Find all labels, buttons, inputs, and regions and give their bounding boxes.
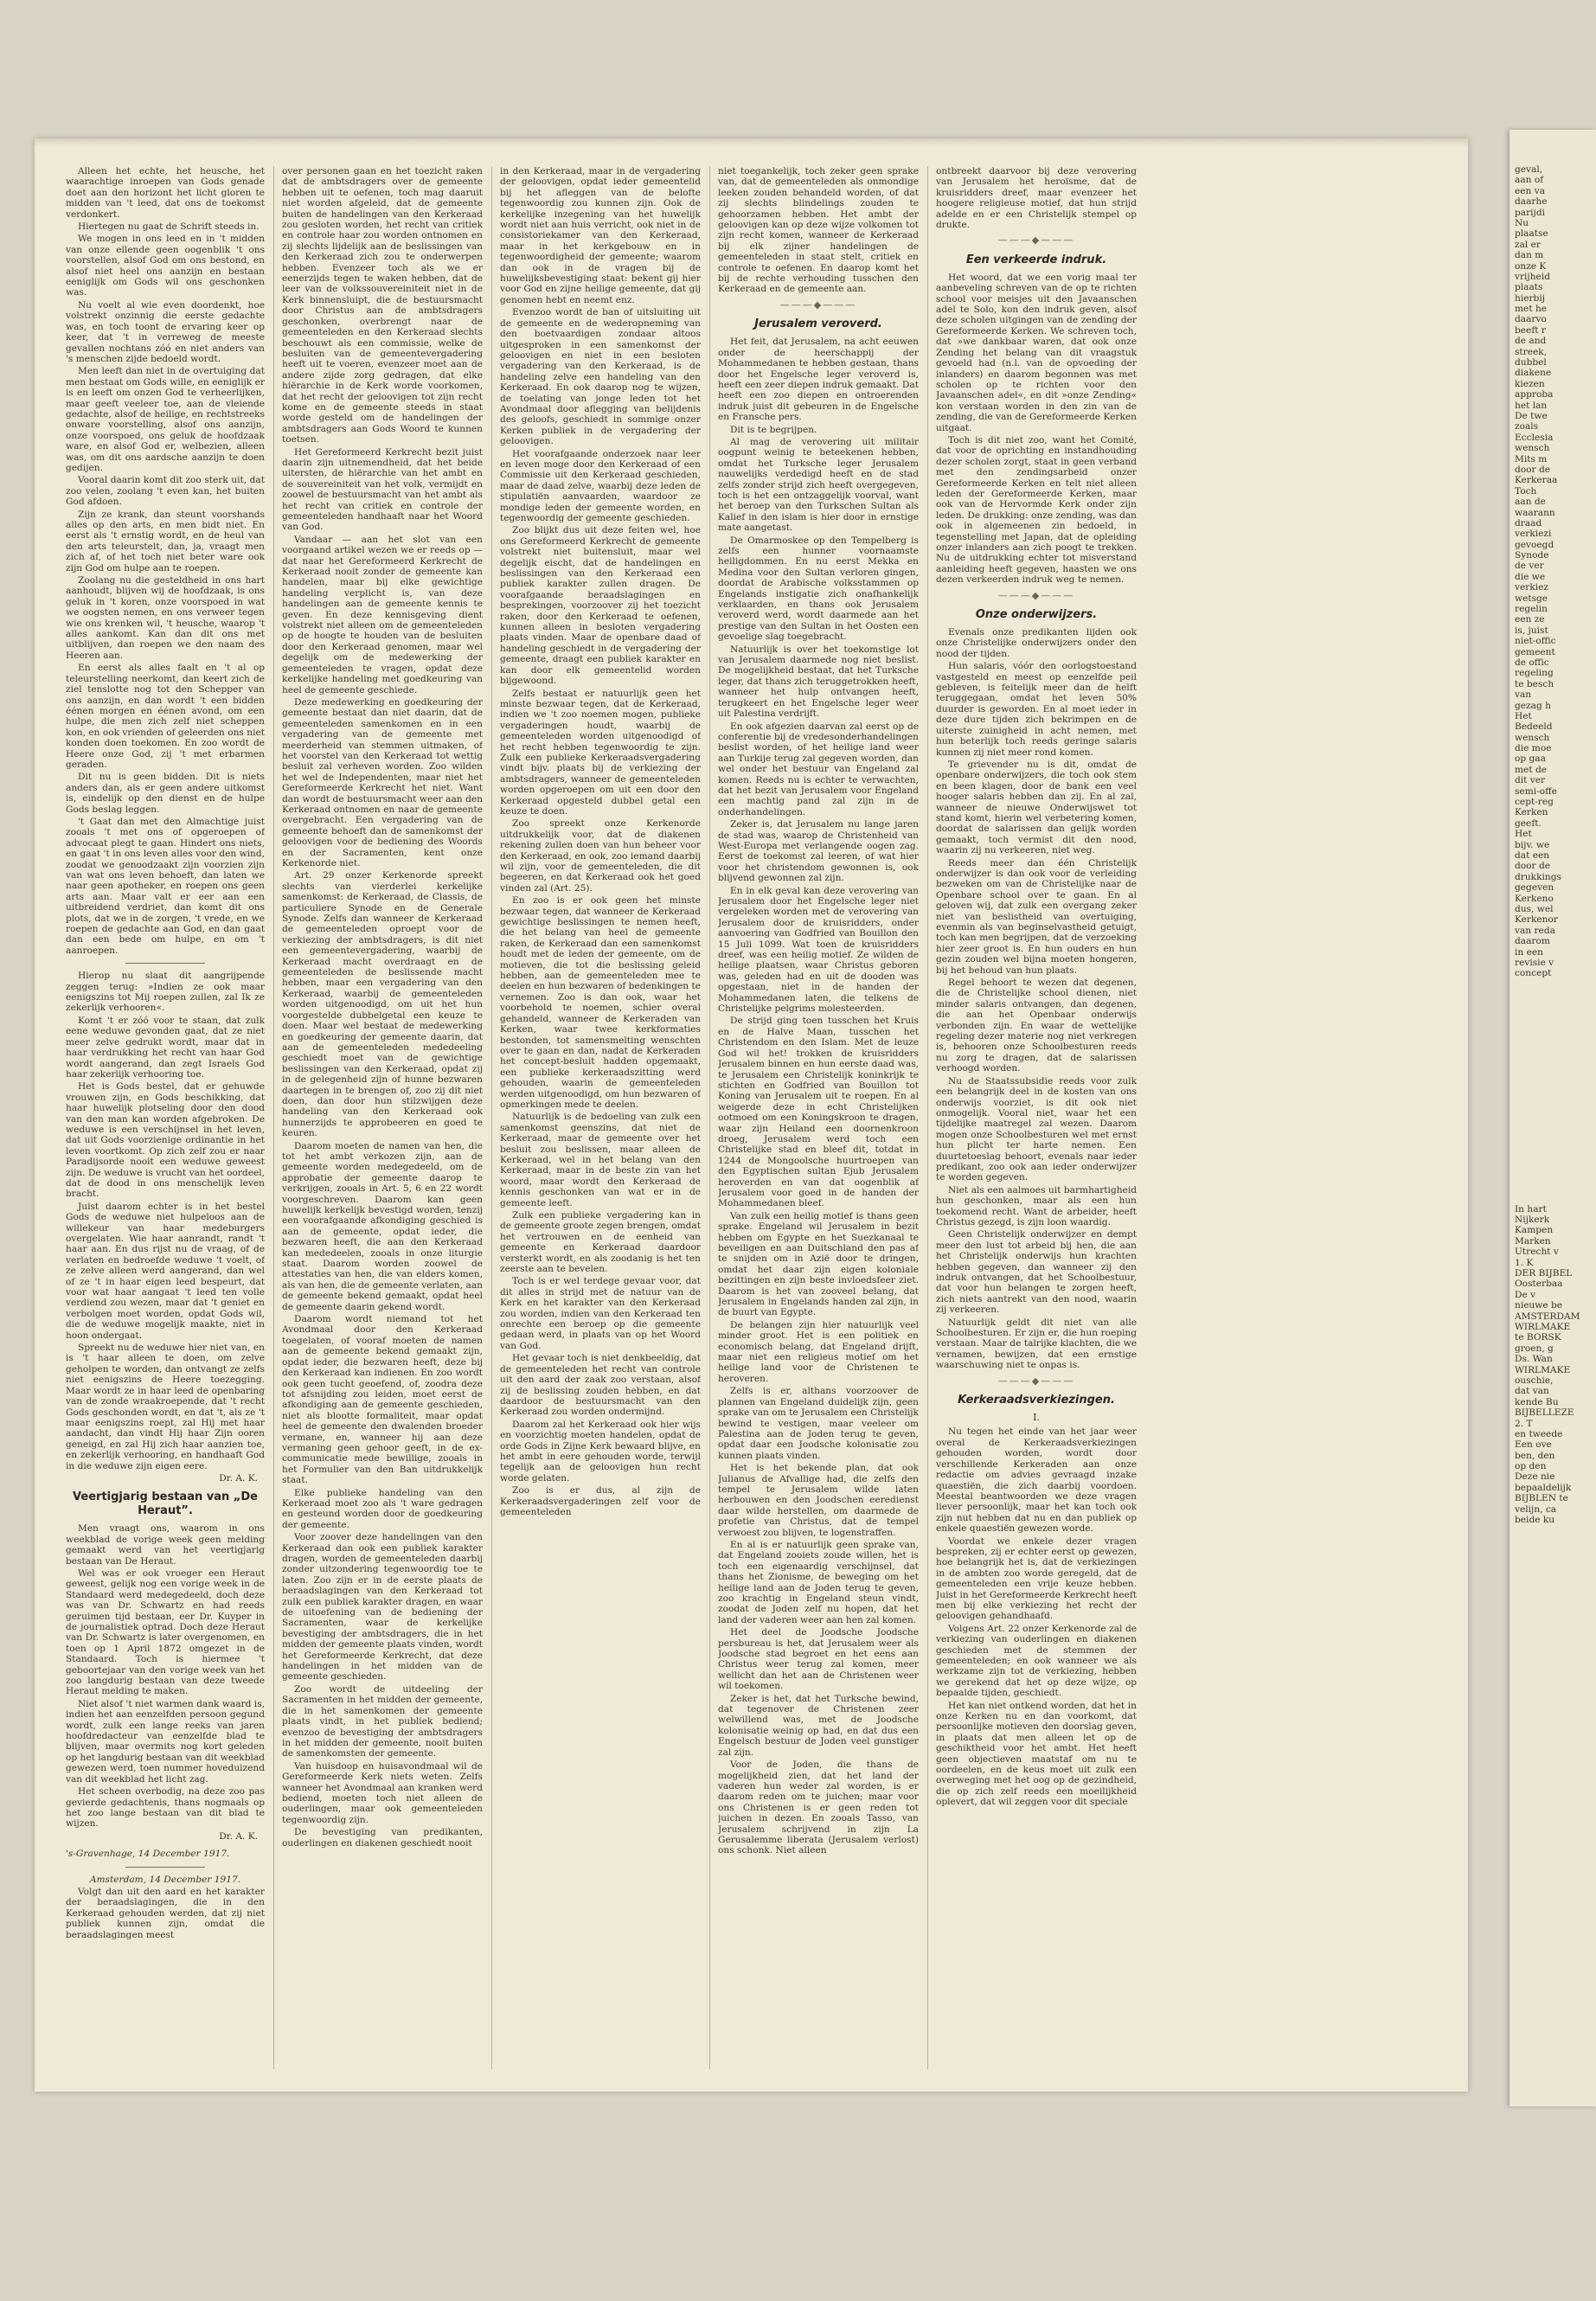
- fragment-line: met de: [1515, 764, 1547, 775]
- paragraph: Alleen het echte, het heusche, het waarachtige inroepen van Gods genade doet aan den horizont het licht gloren te midden van 't leed, dat ons de toekomst verdonkert.: [66, 166, 265, 220]
- paragraph: Het scheen overbodig, na deze zoo pas gevierde gedachtenis, thans nogmaals op het zoo lange bestaan van dit blad te wijzen.: [66, 1786, 265, 1830]
- fragment-line: dat een: [1515, 850, 1550, 861]
- fragment-line: plaats: [1515, 282, 1543, 293]
- fragment-line: Synode: [1515, 550, 1549, 561]
- fragment-line: AMSTERDAM: [1515, 1311, 1580, 1322]
- fragment-line: kende Bu: [1515, 1396, 1559, 1407]
- fragment-line: een va: [1515, 185, 1546, 196]
- fragment-line: parijdi: [1515, 207, 1546, 218]
- fragment-line: Kerkeno: [1515, 893, 1554, 904]
- fragment-line: BIJBELLEZE: [1515, 1407, 1574, 1419]
- fragment-line: de and: [1515, 336, 1547, 347]
- fragment-line: bijv. we: [1515, 839, 1550, 850]
- paragraph: En in elk geval kan deze verovering van Jerusalem door het Engelsche leger niet vergeleken worden met de verovering van Jerusalem door de kruisridders, onder aanvoering van Godfried van Bouillon den 15 Juli 1099. Wat toen de kruisridders dreef, was een heilig motief. Ze wilden de heilige plaatsen, waar Christus geboren was, geleden had en uit de dooden was opgestaan, niet in de handen der Mohammedanen laten, die telkens de Christelijke pelgrims molesteerden.: [718, 885, 919, 1015]
- column-rule: [927, 166, 928, 2069]
- fragment-line: ouschie,: [1515, 1375, 1554, 1386]
- paragraph: Volgens Art. 22 onzer Kerkenorde zal de verkiezing van ouderlingen en diakenen geschieden met de stemmen der gemeenteleden; en ook wanneer we als werkzame zijn tot de verkiezing, hebben we gerekend dat het op deze wijze, op bepaalde tijden, geschiedt.: [936, 1623, 1137, 1699]
- fragment-line: velijn, ca: [1515, 1503, 1557, 1515]
- fragment-line: Ds. Wan: [1515, 1354, 1553, 1365]
- paragraph: En eerst als alles faalt en 't al op teleurstelling neerkomt, dan keert zich de ziel tenslotte nog tot den Schepper van ons aanzijn, en dan wordt 't een bidden éénen morgen en éénen avond, om een hulpe, die men zich zelf niet scheppen kon, en ook vrienden of geleerden ons niet konden doen toekomen. En zoo wordt de Heere onze God, zij 't met erbarmen geraden.: [66, 663, 265, 770]
- fragment-line: kiezen: [1515, 378, 1545, 389]
- fragment-line: Kerkenor: [1515, 914, 1558, 926]
- paragraph: Geen Christelijk onderwijzer en dempt meer den lust tot arbeid bij hen, die aan het Christelijk onderwijs hun krachten hebben gegeven, dan wanneer zij den indruk ontvangen, dat het Schoolbestuur, dat voor hun belangen te zorgen heeft, zich niets aantrekt van den nood, waarin zij verkeeren.: [936, 1229, 1137, 1316]
- signature: Dr. A. K.: [219, 1830, 258, 1842]
- paragraph: De Omarmoskee op den Tempelberg is zelfs een hunner voornaamste heiligdommen. En nu eerst Mekka en Medina voor den Sultan verloren gingen, doordat de Arabische volksstammen op Engelands instigatie zich onafhankelijk verklaarden, en thans ook Jerusalem veroverd werd, wordt daarmede aan het prestige van den Sultan in het Oosten een gevoelige slag toegebracht.: [718, 535, 919, 643]
- fragment-line: DER BIJBEL: [1515, 1268, 1573, 1279]
- paragraph: ontbreekt daarvoor bij deze verovering van Jerusalem het heroïsme, dat de kruisridders dreef, maar evenzeer het hoogere religieuse motief, dat hun strijd adelde en er een Christelijk stempel op drukte.: [936, 166, 1137, 231]
- fragment-line: te besch: [1515, 678, 1554, 689]
- fragment-line: op gaa: [1515, 753, 1546, 765]
- fragment-line: Kerkeraa: [1515, 475, 1558, 486]
- paragraph: in den Kerkeraad, maar in de vergadering der geloovigen, opdat ieder gemeentelid bij het afleggen van de belofte tegenwoordig zou kunnen zijn. Ook de kerkelijke inzegening van het huwelijk wordt niet aan huis verricht, ook niet in de consistoriekamer van den Kerkeraad, maar in het kerkgebouw en in tegenwoordigheid der gemeente; waarom dan ook in de vragen bij de huwelijksbevestiging staat: bekent gij hier voor God en zijne heilige gemeente, dat gij genomen hebt en neemt enz.: [500, 166, 701, 305]
- paragraph: Evenzoo wordt de ban of uitsluiting uit de gemeente en de wederopneming van den boetvaardigen zondaar altoos uitgesproken in een samenkomst der geloovigen en niet in een besloten vergadering van den Kerkeraad, is de handeling zelve een handeling van den Kerkeraad. En ook daarop nog te wijzen, de toelating van jonge leden tot het Avondmaal door aflegging van belijdenis des geloofs, geschiedt in sommige onzer Kerken publiek in de vergadering der geloovigen.: [500, 307, 701, 447]
- column-2: [282, 166, 483, 2069]
- fragment-line: die we: [1515, 571, 1546, 582]
- fragment-line: bepaaldelijk: [1515, 1482, 1572, 1493]
- article-headline: Onze onderwijzers.: [975, 608, 1098, 622]
- paragraph: Hiertegen nu gaat de Schrift steeds in.: [78, 221, 260, 233]
- column-5: [936, 166, 1137, 2069]
- ornament-divider: ———◆———: [997, 234, 1075, 247]
- paragraph: Daarom wordt niemand tot het Avondmaal door den Kerkeraad toegelaten, of vooraf moeten de namen aan de gemeente bekend gemaakt zijn, opdat ieder, die bezwaren heeft, deze bij den Kerkeraad kan indienen. En zoo wordt ook geen tucht geoefend, of, zoodra deze tot afsnijding zou leiden, moet eerst de afkondiging aan de gemeente geschieden, niet als blootte formaliteit, maar opdat heel de gemeente den dwalenden broeder vermane, en, wanneer hij aan deze vermaning geen gehoor geeft, in de ex-communicatie mede bewillige, zooals in het Formulier van den Ban uitdrukkelijk staat.: [282, 1314, 483, 1486]
- paragraph: Het Gereformeerd Kerkrecht bezit juist daarin zijn uitnemendheid, dat het beide uitersten, de hiërarchie van het ambt en de souvereiniteit van het volk, vermijdt en zoowel de bestuursmacht van het ambt als het recht van critiek en controle der gemeenteleden handhaaft naar het Woord van God.: [282, 446, 483, 533]
- fragment-line: verkiez: [1515, 582, 1548, 593]
- fragment-line: gegeven: [1515, 882, 1554, 894]
- paragraph: Het is Gods bestel, dat er gehuwde vrouwen zijn, en Gods beschikking, dat haar huwelijk plotseling door den dood van den man kan worden afgebroken. De weduwe is een verschijnsel in het leven, dat uit Gods voorzienige ordinantie in het leven voortkomt. Op zich zelf zou er naar Paradijsorde nooit een weduwe geweest zijn. De weduwe is vrucht van het oordeel, dat de dood in ons menschelijk leven bracht.: [66, 1081, 265, 1200]
- ornament-divider: ———◆———: [997, 589, 1075, 601]
- fragment-line: daarom: [1515, 936, 1550, 947]
- fragment-line: dubbel: [1515, 357, 1547, 369]
- paragraph: 't Gaat dan met den Almachtige juist zooals 't met ons of opgeroepen of advocaat plegt te gaan. Hindert ons niets, en gaat 't in ons leven alles voor den wind, zoodat we genoodzaakt zijn voorzien zijn van wat ons leven behoeft, dan laten we naar geen apotheker, en roepen ons geen arts aan. Maar valt er eer aan een uitbreidend verdriet, dan komt dit ons plots, dat we in de zorgen, 't vrede, en we roepen de gedachte aan God, en dan gaat dan een bede om hulpe, en om 't aanroepen.: [66, 816, 265, 956]
- paragraph: Niet alsof 't niet warmen dank waard is, indien het aan eenzelfden persoon gegund wordt, zulk een lange reeks van jaren hoofdredacteur van eenzelfde blad te blijven, maar overmits nog kort geleden op het langdurig bestaan van dit weekblad gewezen werd, toen nummer hoveduizend van dit weekblad het licht zag.: [66, 1698, 265, 1785]
- fragment-line: Bedeeld: [1515, 721, 1553, 733]
- paragraph: Van huisdoop en huisavondmaal wil de Gereformeerde Kerk niets weten. Zelfs wanneer het Avondmaal aan kranken werd bediend, moeten toch niet alleen de ouderlingen, maar ook gemeenteleden tegenwoordig zijn.: [282, 1760, 483, 1825]
- fragment-line: De twe: [1515, 410, 1548, 421]
- column-rule: [491, 166, 492, 2069]
- paragraph: Zeker is, dat Jerusalem nu lange jaren de stad was, waarop de Christenheid van West-Europa met verlangende oogen zag. Eerst de toekomst zal leeren, of wat hier voor het christendom gewonnen is, ook blijvend gewonnen zal zijn.: [718, 819, 919, 884]
- fragment-gap: [1515, 979, 1596, 1204]
- column-3: [500, 166, 701, 2069]
- column-rule: [273, 166, 274, 2069]
- fragment-line: daarhe: [1515, 196, 1548, 208]
- fragment-line: de ver: [1515, 561, 1544, 572]
- paragraph: Niet als een aalmoes uit barmhartigheid hun geschonken, maar als een hun toekomend recht. Want de arbeider, heeft Christus gezegd, is zijn loon waardig.: [936, 1184, 1137, 1227]
- paragraph: De bevestiging van predikanten, ouderlingen en diakenen geschiedt nooit: [282, 1827, 483, 1849]
- fragment-line: draad: [1515, 517, 1542, 529]
- paragraph: Vooral daarin komt dit zoo sterk uit, dat zoo velen, zoolang 't even kan, het buiten God afdoen.: [66, 475, 265, 508]
- fragment-line: Utrecht v: [1515, 1247, 1559, 1258]
- paragraph: Juist daarom echter is in het bestel Gods de weduwe niet hulpeloos aan de willekeur van haar medeburgers overgelaten. Wie haar aanrandt, randt 't haar aan. En dus rijst nu de vraag, of de verlaten en bedroefde weduwe 't voelt, of ze zelve alleen werd aangerand, dan wel of ze 't in haar eigen leed bespeurt, dat voor wat haar aangaat 't leed ten volle verdiend zou wezen, maar dat 't geniet en verbolgen moet worden, opdat Gods wil, die de weduwe mogelijk maakte, niet in hoon ondergaat.: [66, 1201, 265, 1341]
- paragraph: Regel behoort te wezen dat degenen, die de Christelijke school dienen, niet minder salaris ontvangen, dan degenen, die aan het Openbaar onderwijs verbonden zijn. En waar de wettelijke regeling dezer materie nog niet verkregen is, behooren onze Schoolbesturen reeds nu zorg te dragen, dat de salarissen verhoogd worden.: [936, 977, 1137, 1074]
- fragment-line: Ecclesia: [1515, 432, 1554, 443]
- paragraph: Natuurlijk is de bedoeling van zulk een samenkomst geenszins, dat niet de Kerkeraad, maar de gemeente over het besluit zou beslissen, maar alleen de Kerkeraad, wel in het belang van den Kerkeraad, maar in de beste zin van het woord, maar wordt den Kerkeraad de kennis geschonken van wat er in de gemeente leeft.: [500, 1112, 701, 1208]
- paragraph: En al is er natuurlijk geen sprake van, dat Engeland zooiets zoude willen, het is toch een eigenaardig verschijnsel, dat thans het Zionisme, de beweging om het heilige land aan de Joden terug te geven, zoo krachtig in Engeland steun vindt, zoodat de Joden zelf nu hopen, dat het land der vaderen weer aan hen zal komen.: [718, 1539, 919, 1625]
- fragment-line: ben, den: [1515, 1450, 1555, 1461]
- paragraph: Het voorafgaande onderzoek naar leer en leven moge door den Kerkeraad of een Commissie uit den Kerkeraad geschieden, maar de daad zelve, waarbij deze leden de stipulatiën aanvaarden, waardoor ze mondige leden der gemeente worden, en tegenwoordig der gemeente geschieden.: [500, 448, 701, 523]
- fragment-line: approba: [1515, 389, 1554, 401]
- fragment-line: diakene: [1515, 368, 1552, 379]
- section-number: I.: [1033, 1412, 1040, 1424]
- paragraph: Voor de Joden, die thans de mogelijkheid zien, dat het land der vaderen hun weder zal worden, is er daarom reden om te juichen; maar voor ons Christenen is er geen reden tot juichen in dezen. En zooals Tasso, van Jerusalem schrijvend in zijn La Gerusalemme liberata (Jerusalem verlost) ons schonk. Niet alleen: [718, 1759, 919, 1856]
- fragment-line: Nu: [1515, 217, 1529, 228]
- article-headline: Een verkeerde indruk.: [965, 253, 1107, 266]
- divider: [125, 963, 205, 964]
- fragment-line: gevoegd: [1515, 539, 1554, 550]
- fragment-line: Kampen: [1515, 1225, 1554, 1236]
- paragraph: Zoo spreekt onze Kerkenorde uitdrukkelijk voor, dat de diakenen rekening zullen doen van hun beheer voor den Kerkeraad, en ook, zoo iemand daarbij wil zijn, voor de gemeenteleden, die dit begeeren, en dat Kerkeraad ook het goed vinden zal (Art. 25).: [500, 818, 701, 894]
- paragraph: Reeds meer dan één Christelijk onderwijzer is dan ook voor de verleiding bezweken om van de Christelijke naar de Openbare school over te gaan. En al geloven wij, dat zulk een overgang zeker niet van beslistheid van overtuiging, evenmin als van beginselvastheid getuigt, toch kan men begrijpen, dat de verzoeking hier zeer groot is. En hun ouders en hun gezin zouden wel bijna moeten hongeren, bij het behoud van hun plaats.: [936, 857, 1137, 976]
- article-headline: Kerkeraadsverkiezingen.: [958, 1394, 1115, 1407]
- paragraph: Al mag de verovering uit militair oogpunt weinig te beteekenen hebben, omdat het Turksche leger Jerusalem nauwelijks verdedigd heeft en de stad zelfs zonder strijd zich heeft overgegeven, toch is het een ontzaggelijk voorval, want het beroep van den Turkschen Sultan als Kalief in den islam is hier door in ernstige mate aangetast.: [718, 436, 919, 534]
- fragment-line: in een: [1515, 946, 1543, 958]
- fragment-line: het lan: [1515, 400, 1548, 411]
- fragment-line: Kerken: [1515, 807, 1548, 818]
- fragment-line: de offic: [1515, 657, 1549, 668]
- fragment-line: beeft r: [1515, 324, 1546, 336]
- fragment-line: wetsge: [1515, 593, 1548, 604]
- fragment-line: groen, g: [1515, 1343, 1554, 1354]
- column-rule: [709, 166, 710, 2069]
- paragraph: Nu de Staatssubsidie reeds voor zulk een belangrijk deel in de kosten van ons onderwijs voorziet, is dit ook niet onmogelijk. Vooral niet, waar het een tijdelijke maatregel zal wezen. Daarom mogen onze Schoolbesturen wel met ernst hun plicht ter harte nemen. Een duurtetoeslag behoort, evenals naar ieder predikant, zoo ook aan ieder onderwijzer te worden gegeven.: [936, 1075, 1137, 1183]
- paragraph: Het is het bekende plan, dat ook Julianus de Afvallige had, die zelfs den tempel te Jerusalem wilde laten herbouwen en den Joodschen eeredienst daar wilde herstellen, om daarmede de profetie van Christus, dat de tempel verwoest zou blijven, te logenstraffen.: [718, 1463, 919, 1538]
- fragment-line: Een ove: [1515, 1439, 1552, 1451]
- fragment-line: zoals: [1515, 421, 1539, 433]
- article-headline: Jerusalem veroverd.: [754, 317, 882, 331]
- fragment-line: geval,: [1515, 164, 1543, 175]
- paragraph: Zelfs is er, althans voorzoover de plannen van Engeland duidelijk zijn, geen sprake van om te Jerusalem een Christelijk bewind te vestigen, maar veeleer om Palestina aan de Joden terug te geven, opdat daar een Joodsche kolonisatie zou kunnen plaats vinden.: [718, 1386, 919, 1461]
- paragraph: Het kan niet ontkend worden, dat het in onze Kerken nu en dan voorkomt, dat persoonlijke motieven den doorslag geven, in plaats dat men alleen let op de geschiktheid voor het ambt. Het heeft geen objectieven maatstaf om nu te oordeelen, en de keus moet uit zulk een overweging met het oog op de gezindheid, die op zich zelf reeds een moeilijkheid oplevert, dat wil zeggen voor dit speciale: [936, 1700, 1137, 1808]
- paragraph: Volgt dan uit den aard en het karakter der beraadslagingen, die in den Kerkeraad gehouden werden, dat zij niet publiek kunnen zijn, omdat die beraadslagingen meest: [66, 1886, 265, 1940]
- fragment-line: WIRLMAKE: [1515, 1364, 1571, 1375]
- paragraph: Zijn ze krank, dan steunt voorshands alles op den arts, en men bidt niet. En eerst als 't ernstig wordt, en de heul van den arts teleurstelt, dan, ja, vraagt men zich af, of het toch niet beter ware ook zijn God om hulpe aan te roepen.: [66, 509, 265, 574]
- fragment-line: semi-offe: [1515, 785, 1557, 797]
- column-1: [66, 166, 265, 2069]
- fragment-line: is, juist: [1515, 625, 1548, 636]
- fragment-line: vrijheid: [1515, 271, 1550, 282]
- fragment-line: op den: [1515, 1461, 1547, 1472]
- fragment-line: concept: [1515, 968, 1552, 979]
- fragment-line: door de: [1515, 861, 1551, 872]
- paragraph: We mogen in ons leed en in 't midden van onze ellende geen oogenblik 't ons voorstellen, alsof God om ons bestond, en alsof niet heel ons aanzijn en bestaan eeniglijk om Gods wil ons geschonken was.: [66, 234, 265, 298]
- fragment-line: zal er: [1515, 239, 1541, 250]
- fragment-line: beide ku: [1515, 1515, 1555, 1526]
- ornament-divider: ———◆———: [779, 298, 857, 311]
- fragment-line: te BORSK: [1515, 1332, 1561, 1343]
- fragment-line: plaatse: [1515, 228, 1548, 240]
- paragraph: Art. 29 onzer Kerkenorde spreekt slechts van vierderlei kerkelijke samenkomst: de Kerkeraad, de Classis, de particuliere Synode en de Generale Synode. Zelfs dan wanneer de Kerkeraad de gemeenteleden oproept voor de verkiezing der ambtsdragers, is dit niet een gemeentevergadering, waarbij de Kerkeraad macht overdraagt en de gemeenteleden de beslissende macht hebben, maar een vergadering van den Kerkeraad, waarbij de gemeenteleden worden uitgenoodigd, om uit het hun voorgestelde dubbelgetal een keuze te doen. Maar wel bestaat de medewerking en goedkeuring der gemeente daarin, dat aan de gemeenteleden mededeeling geschiedt moet van de gewichtige beslissingen van den Kerkeraad, opdat zij in de gelegenheid zijn of hunne bezwaren daartegen in te brengen of, zoo zij dit niet doen, dan door hun stilzwijgen deze handeling van den Kerkeraad ook hunnerzijds te approbeeren en goed te keuren.: [282, 870, 483, 1139]
- fragment-line: nieuwe be: [1515, 1300, 1563, 1311]
- fragment-line: Marken: [1515, 1235, 1551, 1247]
- fragment-line: De v: [1515, 1289, 1536, 1300]
- dateline: 's-Gravenhage, 14 December 1917.: [66, 1849, 230, 1860]
- paragraph: Zeker is het, dat het Turksche bewind, dat tegenover de Christenen zeer welwillend was, met de Joodsche kolonisatie weinig op had, en dat dus een Engelsch bestuur de Joden veel gunstiger zal zijn.: [718, 1693, 919, 1758]
- fragment-line: aan de: [1515, 497, 1546, 508]
- paragraph: De strijd ging toen tusschen het Kruis en de Halve Maan, tusschen het Christendom en den Islam. Met de leuze God wil het! trokken de kruisridders Jerusalem binnen en hun eerste daad was, te Jerusalem een Christelijk koninkrijk te stichten en Godfried van Bouillon tot Koning van Jerusalem uit te roepen. En al weigerde deze in echt Christelijken ootmoed om een Koningskroon te dragen, waar zijn Heiland een doornenkroon droeg, Jerusalem werd toch een Christelijke stad en bleef dit, totdat in 1244 de Mongoolsche huurtroepen van den Egyptischen sultan Ejub Jerusalem heroverden en van dat oogenblik af Jerusalem voor goed in de handen der Mohammedanen bleef.: [718, 1016, 919, 1209]
- paragraph: Zoolang nu die gesteldheid in ons hart aanhoudt, blijven wij de hoofdzaak, is ons geluk in 't koren, onze voorspoed in wat we oogsten nemen, en ons verweer tegen wie ons krenken wil, 't heusche, waarop 't alles aankomt. Kan dan dit ons met uitblijven, dan roepen we den naam des Heeren aan.: [66, 575, 265, 661]
- adjacent-page-text: [1515, 164, 1596, 1525]
- fragment-line: en tweede: [1515, 1428, 1563, 1439]
- paragraph: Van zulk een heilig motief is thans geen sprake. Engeland wil Jerusalem in bezit hebben om Egypte en het Suezkanaal te beveiligen en aan Duitschland den pas af te snijden om in Azië door te dringen, omdat het daar zijn eigen koloniale bezittingen en zijn beste invloedsfeer ziet. Daarom is het van zooveel belang, dat Jerusalem in Engelands handen zal zijn, in de buurt van Egypte.: [718, 1210, 919, 1318]
- fragment-line: wensch: [1515, 443, 1550, 454]
- fragment-line: Het: [1515, 710, 1532, 721]
- signature: Dr. A. K.: [219, 1472, 258, 1484]
- fragment-line: regelin: [1515, 604, 1548, 615]
- paragraph: Deze medewerking en goedkeuring der gemeente bestaat dan niet daarin, dat de gemeenteleden samenkomen en in een vergadering van de gemeente met meerderheid van stemmen uitmaken, of het voorstel van den Kerkeraad tot wettig besluit zal verheven worden. Zoo wilden het wel de Independenten, maar niet het Gereformeerde Kerkrecht het niet. Want dan wordt de bestuursmacht weer aan den Kerkeraad ontnomen en naar de gemeente overgebracht. Een vergadering van de gemeente behoeft dan de samenkomst der geloovigen voor de bediening des Woords en der Sacramenten, kent onze Kerkenorde niet.: [282, 696, 483, 868]
- paragraph: Elke publieke handeling van den Kerkeraad moet zoo als 't ware gedragen en gesteund worden door de goedkeuring der gemeente.: [282, 1487, 483, 1530]
- fragment-line: die moe: [1515, 743, 1552, 754]
- fragment-line: een ze: [1515, 614, 1545, 625]
- paragraph: Komt 't er zóó voor te staan, dat zulk eene weduwe gevonden gaat, dat ze niet meer zelve gedrukt wordt, maar dat in haar verdrukking het recht van haar God wordt aangerand, dan zegt Israels God haar zekerlijk verhooring toe.: [66, 1015, 265, 1080]
- paragraph: Toch is dit niet zoo, want het Comité, dat voor de oprichting en instandhouding dezer scholen zorgt, staat in geen verband met den zendingsarbeid onzer Gereformeerde Kerken en telt niet alleen leden der Gereformeerde Kerken, maar ook van de Hervormde Kerk onder zijn leden. De drukking: onze zending, was dan ook in algemeenen zin bedoeld, in tegenstelling met Japan, dat de opleiding onzer inlanders aan zich poogt te trekken. Nu de uitdrukking echter tot misverstand aanleiding heeft gegeven, haasten we ons dezen verkeerden indruk weg te nemen.: [936, 434, 1137, 586]
- fragment-line: Mits m: [1515, 453, 1548, 465]
- paragraph: Men vraagt ons, waarom in ons weekblad de vorige week geen melding gemaakt werd van het veertigjarig bestaan van De Heraut.: [66, 1523, 265, 1567]
- fragment-line: van: [1515, 689, 1532, 701]
- fragment-line: gezag h: [1515, 700, 1551, 711]
- paragraph: Wel was er ook vroeger een Heraut geweest, gelijk nog een vorige week in de Standaard werd medegedeeld, doch deze was van Dr. Schwartz en had reeds geruimen tijd bestaan, eer Dr. Kuyper in de journalistiek optrad. Doch deze Heraut van Dr. Schwartz is later overgenomen, en toen op 1 April 1872 omgezet in de Standaard. Toch is hiermee 't geboortejaar van den vorige week van het zoo langdurig bestaan van deze tweede Heraut melding te maken.: [66, 1567, 265, 1697]
- paragraph: Vandaar — aan het slot van een voorgaand artikel wezen we er reeds op — dat naar het Gereformeerd Kerkrecht de Kerkeraad nooit zonder de gemeente kan handelen, maar bij elke gewichtige handeling verplicht is, van deze handelingen aan de gemeente kennis te geven. En deze kennisgeving dient volstrekt niet alleen om de gemeenteleden op de hoogte te houden van de besluiten door den Kerkeraad genomen, maar wel degelijk om de medewerking der gemeenteleden te vragen, opdat deze kerkelijke handeling met goedkeuring van heel de gemeente geschiede.: [282, 534, 483, 695]
- fragment-line: door de: [1515, 464, 1551, 475]
- paragraph: Hun salaris, vóór den oorlogstoestand vastgesteld en meest op eenzelfde peil gebleven, is feitelijk meer dan de helft teruggegaan, omdat het leven 50% duurder is geworden. En al moet ieder in deze dure tijden zich bekrimpen en de uiterste zuinigheid in acht nemen, met hun beterlijk toch reeds geringe salaris kunnen zij niet meer rond komen.: [936, 661, 1137, 758]
- fragment-line: Nijkerk: [1515, 1215, 1550, 1226]
- fragment-line: WIRLMAKE: [1515, 1321, 1571, 1332]
- divider: [125, 1867, 205, 1868]
- paragraph: Dit nu is geen bidden. Dit is niets anders dan, als er geen andere uitkomst is, eindelijk op den dienst en de hulpe Gods beslag leggen.: [66, 772, 265, 815]
- fragment-line: dit ver: [1515, 775, 1546, 786]
- paragraph: De belangen zijn hier natuurlijk veel minder groot. Het is een politiek en economisch belang, dat Engeland drijft, maar niet een religieus motief om het heilige land voor de Christenen te heroveren.: [718, 1319, 919, 1384]
- paragraph: Zelfs bestaat er natuurlijk geen het minste bezwaar tegen, dat de Kerkeraad, indien we 't zoo noemen mogen, publieke vergaderingen houdt, waarbij de gemeenteleden worden uitgenoodigd of het recht hebben tegenwoordig te zijn. Zulk een publieke Kerkeraadsvergadering vindt bijv. plaats bij de verkiezing der ambtsdragers, wanneer de gemeenteleden worden opgeroepen om uit een door den Kerkeraad opgesteld dubbel getal een keuze te doen.: [500, 688, 701, 817]
- paragraph: Voor zoover deze handelingen van den Kerkeraad dan ook een publiek karakter dragen, worden de gemeenteleden daarbij zonder uitzondering tegenwoordig toe te laten. Zoo zijn er in de eerste plaats de beraadslagingen van den Kerkeraad tot zulk een publiek karakter dragen, en waar de uitoefening van de bediening der Sacramenten, waar de kerkelijke bevestiging der ambtsdragers, die in het midden der gemeente plaats vinden, wordt het Gereformeerde Kerkrecht, dat deze handelingen in het midden van de gemeente geschieden.: [282, 1532, 483, 1682]
- paragraph: niet toegankelijk, toch zeker geen sprake van, dat de gemeenteleden als onmondige leeken zouden behandeld worden, of dat zij slechts blindelings zouden te gehoorzamen hebben. Het ambt der geloovigen kan op deze wijze volkomen tot zijn recht komen, wanneer de Kerkeraad bij elk zijner handelingen de gemeenteleden in staat stelt, critiek en controle te oefenen. En daarop komt het bij de rechte verhouding tusschen den Kerkeraad en de gemeente aan.: [718, 166, 919, 295]
- paragraph: Zoo is er dus, al zijn de Kerkeraadsvergaderingen zelf voor de gemeenteleden: [500, 1485, 701, 1517]
- paragraph: Daarom moeten de namen van hen, die tot het ambt verkozen zijn, aan de gemeente worden medegedeeld, om de approbatie der gemeente daarop te verkrijgen, zooals in Art. 5, 6 en 22 wordt voorgeschreven. Daarom kan geen huwelijk kerkelijk bevestigd worden, tenzij een voorafgaande afkondiging geschied is aan de gemeente, opdat ieder, die bezwaren heeft, die aan den Kerkeraad kan mededeelen, zooals in onze liturgie staat. Daarom worden zoowel de attestaties van hen, die van elders komen, als van hen, die de gemeente verlaten, aan de gemeente bekend gemaakt, opdat heel de gemeente daarin gekend wordt.: [282, 1140, 483, 1312]
- paragraph: Zoo wordt de uitdeeling der Sacramenten in het midden der gemeente, die in het samenkomen der gemeente plaats vindt, in het publiek bediend; evenzoo de bevestiging der ambtsdragers in het midden der gemeente, nooit buiten de samenkomsten der gemeente.: [282, 1683, 483, 1759]
- paragraph: Nu tegen het einde van het jaar weer overal de Kerkeraadsverkiezingen gehouden worden, wordt door verschillende Kerkeraden aan onze redactie om advies gevraagd inzake quaestiën, die zich daarbij voordoen. Meestal beantwoorden we deze vragen liever persoonlijk, maar het kan toch ook zijn nut hebben dat nu en dan publiek op enkele quaestiën gewezen worde.: [936, 1426, 1137, 1535]
- paragraph: Te grievender nu is dit, omdat de openbare onderwijzers, die toch ook stem en been klagen, door de bank een veel hooger salaris hebben dan zij. En al zal, wanneer de nieuwe Onderwijswet tot stand komt, hierin wel verbetering komen, doordat de salarissen dan gelijk worden gemaakt, toch vermist dit den nood, waarin zij nu verkeeren, niet weg.: [936, 759, 1137, 856]
- fragment-line: aan of: [1515, 175, 1544, 186]
- paragraph: Zulk een publieke vergadering kan in de gemeente groote zegen brengen, omdat het vertrouwen en de eenheid van gemeente en Kerkeraad daardoor versterkt wordt, en als zoodanig is het ten zeerste aan te bevelen.: [500, 1210, 701, 1275]
- paragraph: Voordat we enkele dezer vragen bespreken, zij er echter eerst op gewezen, hoe belangrijk het is, dat de verkiezingen in de ambten zoo worde geregeld, dat de gemeenteleden een vrije keuze hebben. Juist in het Gereformeerde Kerkrecht heeft men bij elke verkiezing het recht der geloovigen gehandhaafd.: [936, 1535, 1137, 1622]
- fragment-line: wensch: [1515, 732, 1550, 743]
- ornament-divider: ———◆———: [997, 1375, 1075, 1387]
- fragment-line: BIJBLEN te: [1515, 1493, 1568, 1504]
- paragraph: Het deel de Joodsche Joodsche persbureau is het, dat Jerusalem weer als Joodsche stad begroet en het eens aan Christus weer terug zal komen, meer wellicht dan het aan de Christenen weer wil toekomen.: [718, 1627, 919, 1692]
- fragment-line: In hart: [1515, 1203, 1547, 1215]
- fragment-line: daarvo: [1515, 314, 1547, 325]
- paragraph: Dit is te begrijpen.: [730, 424, 817, 435]
- paragraph: Men leeft dan niet in de overtuiging dat men bestaat om Gods wille, en eeniglijk er is en leeft om onzen God te verheerlijken, maar geeft veeleer toe, aan de vleiende gedachte, alsof de heilige, en rechtstreeks onware voorstelling, alsof ons aanzijn, onze voorspoed, ons geluk de hoofdzaak ware, en alsof God er, welbezien, alleen was, om dit ons aardsche aanzijn te doen gedijen.: [66, 366, 265, 473]
- fragment-line: geeft.: [1515, 817, 1542, 829]
- adjacent-page-fragment: [1509, 130, 1596, 2106]
- paragraph: Natuurlijk is over het toekomstige lot van Jerusalem daarmede nog niet beslist. De mogelijkheid bestaat, dat het Turksche leger, dat thans zich teruggetrokken heeft, wanneer het hulp ontvangen heeft, terugkeert en het Engelsche leger weer uit Palestina verdrijft.: [718, 644, 919, 720]
- fragment-line: regeling: [1515, 668, 1554, 679]
- fragment-line: met he: [1515, 304, 1548, 315]
- article-headline: Veertigjarig bestaan van „De Heraut”.: [73, 1490, 258, 1518]
- fragment-line: Toch: [1515, 485, 1537, 497]
- fragment-line: dan m: [1515, 250, 1544, 261]
- paragraph: Daarom zal het Kerkeraad ook hier wijs en voorzichtig moeten handelen, opdat de orde Gods in Zijne Kerk bewaard blijve, en het ambt in eere gehouden worde, terwijl tegelijk aan de geloovigen hun recht worde gelaten.: [500, 1419, 701, 1484]
- paragraph: En zoo is er ook geen het minste bezwaar tegen, dat wanneer de Kerkeraad gewichtige beslissingen te nemen heeft, die het belang van heel de gemeente raken, de Kerkeraad dan een samenkomst houdt met de leden der gemeente, om de motieven, die tot die beslissing geleid hebben, aan de gemeenteleden mee te deelen en hun bezwaren of bedenkingen te vernemen. Zoo is dan ook, waar het voorbehold te noemen, schier overal gehandeld, wanneer de Kerkeraden van Kerken, waar twee kerkformaties bestonden, tot samensmelting wenschten over te gaan en dan, nadat de Kerkeraden het concept-besluit hadden opgemaakt, een publieke kerkeraadszitting werd gehouden, waarin de gemeenteleden werden uitgenoodigd, om hun bezwaren of opmerkingen mede te deelen.: [500, 895, 701, 1110]
- fragment-line: Oosterbaa: [1515, 1279, 1563, 1290]
- paragraph: Het feit, dat Jerusalem, na acht eeuwen onder de heerschappij der Mohammedanen te hebben gestaan, thans door het Engelsche leger veroverd is, heeft een zeer diepen indruk gemaakt. Dat heeft een zoo diepen en ontroerenden indruk juist dit gebeuren in de Engelsche en Fransche pers.: [718, 336, 919, 423]
- column-4: [718, 166, 919, 2069]
- fragment-line: waarann: [1515, 507, 1555, 518]
- dateline: Amsterdam, 14 December 1917.: [89, 1874, 241, 1885]
- paragraph: Het woord, dat we een vorig maal ter aanbeveling schreven van de op te richten school voor meisjes uit den Javaanschen adel te Solo, kon den indruk geven, alsof deze scholen uitgingen van de zending der Gereformeerde Kerken. We schreven toch, dat »we dankbaar waren, dat ook onze Zending het belang van dit vraagstuk gevoeld had (n.l. van de opvoeding der inlanders) en daarom begonnen was met scholen op te richten voor den Javaanschen adel«, en dit »onze Zending« kon verstaan worden in den zin van de zending, die van de Gereformeerde Kerken uitgaat.: [936, 272, 1137, 433]
- fragment-line: niet-offic: [1515, 636, 1556, 647]
- fragment-line: Deze nie: [1515, 1471, 1555, 1483]
- paragraph: Het gevaar toch is niet denkbeeldig, dat de gemeenteleden het recht van controle uit den aard der zaak zoo verstaan, alsof zij de beslissing zouden hebben, en dat daardoor de bestuursmacht van den Kerkeraad zou worden ondermijnd.: [500, 1353, 701, 1418]
- paragraph: Hierop nu slaat dit aangrijpende zeggen terug: »Indien ze ook maar eenigszins tot Mij roepen zullen, zal Ik ze zekerlijk verhooren«.: [66, 971, 265, 1014]
- fragment-line: cept-reg: [1515, 797, 1554, 808]
- fragment-line: 1. K: [1515, 1257, 1534, 1268]
- paragraph: En ook afgezien daarvan zal eerst op de conferentie bij de vredesonderhandelingen beslist worden, of het heilige land weer aan Turkije terug zal gegeven worden, dan wel onder het bestuur van Engeland zal komen. Reeds nu is echter te verwachten, dat het bezit van Jerusalem voor Engeland een machtig pand zal zijn in de onderhandelingen.: [718, 721, 919, 817]
- fragment-line: dat van: [1515, 1386, 1549, 1397]
- fragment-line: van reda: [1515, 925, 1555, 936]
- newspaper-page: [35, 138, 1468, 2092]
- paragraph: Nu voelt al wie even doordenkt, hoe volstrekt onzinnig die eerste gedachte was, en toch toont de ervaring keer op keer, dat 't in verreweg de meeste gevallen nochtans zóó en niet anders van 's menschen zijde bedoeld wordt.: [66, 299, 265, 364]
- fragment-line: onze K: [1515, 260, 1547, 272]
- fragment-line: drukkings: [1515, 871, 1561, 882]
- paragraph: Toch is er wel terdege gevaar voor, dat dit alles in strijd met de natuur van de Kerk en het karakter van den Kerkeraad zou worden, indien van den Kerkeraad ten onrechte een beroep op die gemeente gedaan werd, in plaats van op het Woord van God.: [500, 1276, 701, 1351]
- paragraph: Zoo blijkt dus uit deze feiten wel, hoe ons Gereformeerd Kerkrecht de gemeente volstrekt niet buitensluit, maar wel degelijk eischt, dat de handelingen en beslissingen van den Kerkeraad een publiek karakter zullen dragen. De voorafgaande beraadslagingen en besprekingen, voorzoover zij het toezicht raken, door den Kerkeraad te oefenen, kunnen alleen in besloten vergadering plaats vinden. Maar de openbare daad of handeling geschiedt in de vergadering der gemeente, draagt een publiek karakter en kan door elk gemeentelid worden bijgewoond.: [500, 525, 701, 687]
- fragment-line: revisie v: [1515, 957, 1554, 968]
- fragment-line: dus, wel: [1515, 903, 1554, 914]
- paragraph: Evenals onze predikanten lijden ook onze Christelijke onderwijzers onder den nood der tijden.: [936, 627, 1137, 659]
- fragment-line: gemeent: [1515, 646, 1555, 657]
- fragment-line: Het: [1515, 829, 1532, 840]
- paragraph: Spreekt nu de weduwe hier niet van, en is 't haar alleen te doen, om zelve geholpen te worden, dan ontvangt ze zelfs niet eenigszins de Heere toezegging. Maar wordt ze in haar leed de openbaring van de zonde wraakroepende, dat 't recht Gods geschonden wordt, en dat 't, als ze 't maar eenigszins roept, zal Hij met haar aandacht, dan vindt Hij haar Zijn ooren geneigd, en zal Hij zich haar aanzien toe, en zekerlijk verhooring, en handhaaft God in die weduwe zijn eigen eere.: [66, 1343, 265, 1471]
- paragraph: over personen gaan en het toezicht raken dat de ambtsdragers over de gemeente hebben uit te oefenen, toch mag daaruit niet worden afgeleid, dat de gemeente buiten de handelingen van den Kerkeraad zou gesloten worden, het recht van critiek en controle haar zou worden ontnomen en zij slechts lijdelijk aan de beslissingen van den Kerkeraad zich zou te onderwerpen hebben. Evenzeer toch als we er eenerzijds tegen te waken hebben, dat de leer van de volkssouvereiniteit niet in de Kerk binnensluipt, die de bestuursmacht door Christus aan de ambtsdragers geschonken, overbrengt naar de gemeenteleden en den Kerkeraad slechts beschouwt als een commissie, welke de besluiten van de gemeentevergadering heeft uit te voeren, evenzeer moet aan de andere zijde zorg gedragen, dat elke hiërarchie in de Kerk worde voorkomen, dat het recht der geloovigen tot zijn recht kome en de gemeente steeds in staat worde gesteld om de handelingen der ambtsdragers aan Gods Woord te kunnen toetsen.: [282, 166, 483, 445]
- paragraph: Natuurlijk geldt dit niet van alle Schoolbesturen. Er zijn er, die hun roeping verstaan. Maar de talrijke klachten, die we vernamen, bewijzen, dat een ernstige waarschuwing niet te onpas is.: [936, 1317, 1137, 1371]
- fragment-line: streek,: [1515, 346, 1548, 357]
- fragment-line: 2. T: [1515, 1418, 1533, 1429]
- fragment-line: verkiezi: [1515, 529, 1552, 540]
- fragment-line: hierbij: [1515, 292, 1545, 304]
